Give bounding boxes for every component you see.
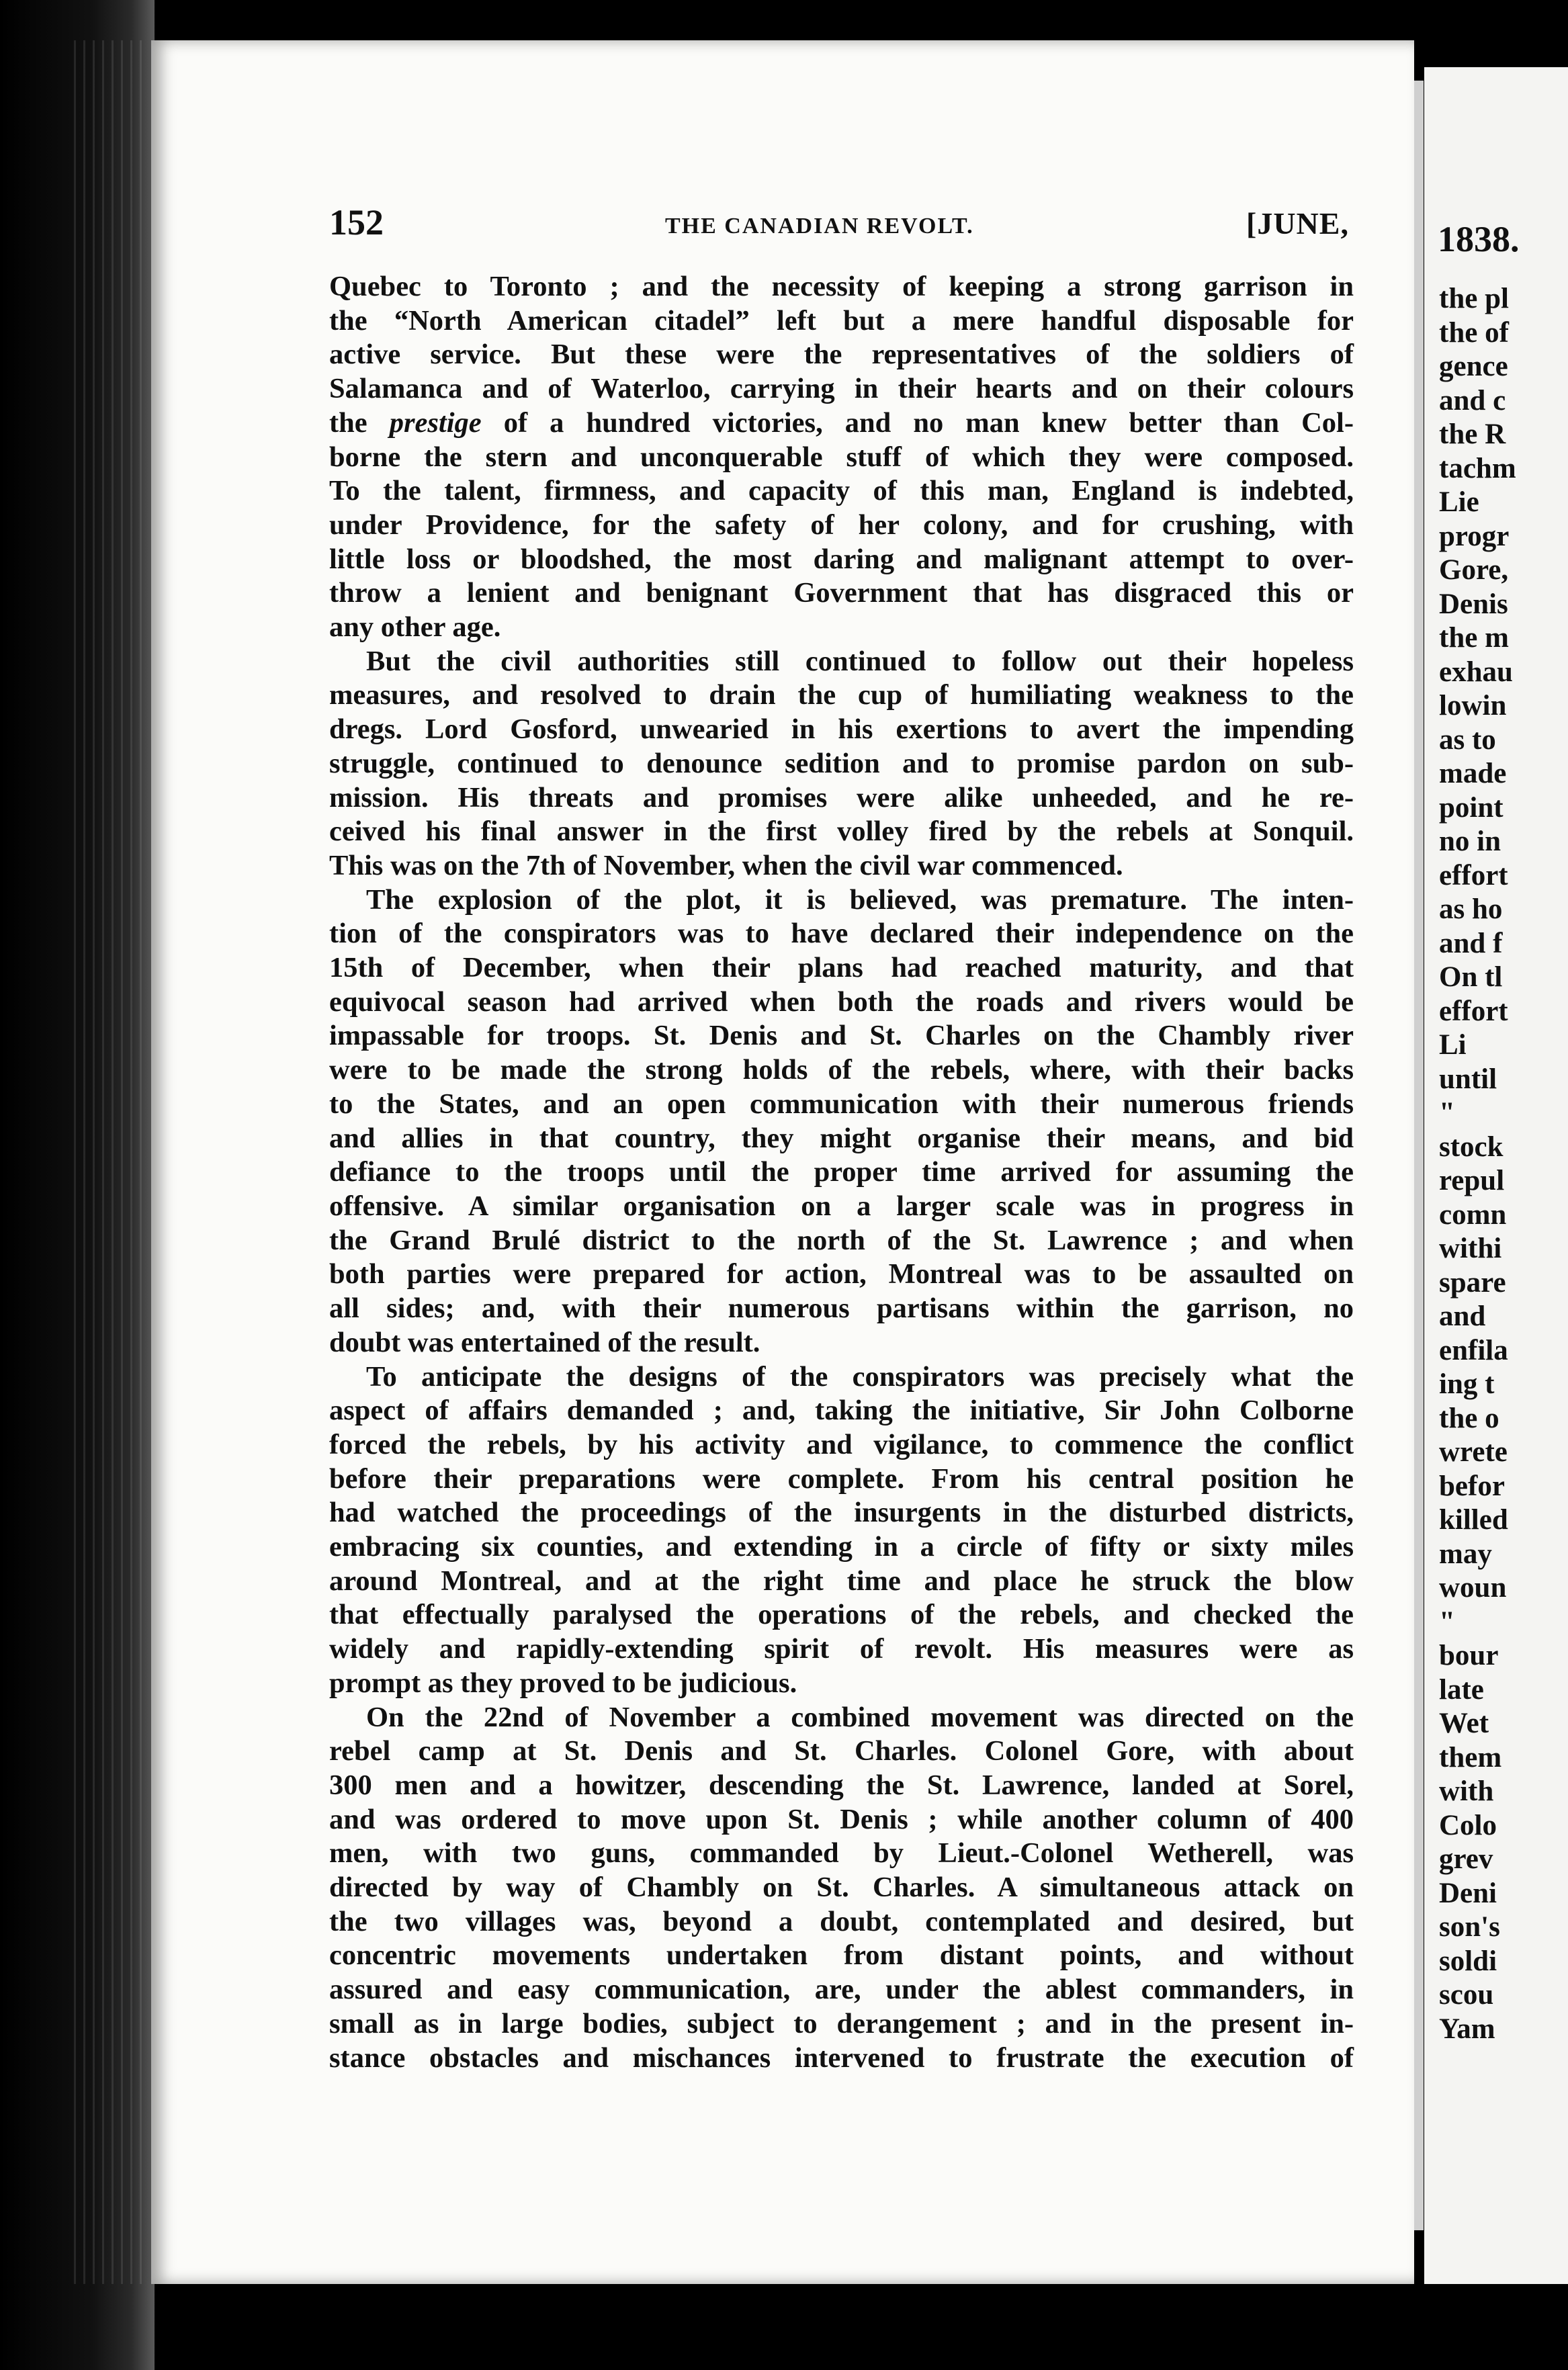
text-line: ceived his final answer in the first volley fired by the rebels at Sonquil. xyxy=(329,816,1354,848)
facing-line: lowin xyxy=(1439,690,1507,721)
facing-line: comn xyxy=(1439,1198,1507,1231)
text-line: offensive. A similar organisation on a larger scale was in progress in xyxy=(329,1190,1354,1222)
facing-line: exhau xyxy=(1439,656,1513,688)
facing-line: Gore, xyxy=(1439,554,1509,586)
text-line: the two villages was, beyond a doubt, contemplated and desired, but xyxy=(329,1905,1354,1937)
facing-line: Colo xyxy=(1439,1809,1497,1841)
text-line: rebel camp at St. Denis and St. Charles. Colonel Gore, with about xyxy=(329,1735,1354,1767)
text-line: under Providence, for the safety of her colony, and for crushing, with xyxy=(329,509,1354,541)
text-line: throw a lenient and benignant Government that has disgraced this or xyxy=(329,577,1354,609)
facing-line: bour xyxy=(1439,1640,1499,1671)
text-line: struggle, continued to denounce sedition and to promise pardon on sub- xyxy=(329,747,1354,779)
text-line: mission. His threats and promises were alike unheeded, and he re- xyxy=(329,781,1354,814)
text-line: This was on the 7th of November, when the civil war commenced. xyxy=(329,849,1123,881)
facing-line: killed xyxy=(1439,1504,1508,1536)
facing-line: soldi xyxy=(1439,1945,1497,1977)
facing-line: progr xyxy=(1439,520,1510,552)
facing-line: made xyxy=(1439,758,1507,789)
text-line: both parties were prepared for action, Montreal was to be assaulted on xyxy=(329,1258,1354,1290)
text-line: any other age. xyxy=(329,611,501,644)
page-gutter xyxy=(1414,81,1424,2230)
facing-line: withi xyxy=(1439,1233,1502,1264)
binding-edge xyxy=(74,40,148,2284)
facing-line: " xyxy=(1439,1606,1455,1638)
text-line: tion of the conspirators was to have declared their independence on the xyxy=(329,918,1354,950)
facing-line: the pl xyxy=(1439,283,1509,314)
text-line: the prestige of a hundred victories, and no man knew better than Col- xyxy=(329,406,1354,439)
facing-line: befor xyxy=(1439,1470,1505,1502)
text-line: 15th of December, when their plans had reached maturity, and that xyxy=(329,952,1354,984)
facing-line: Li xyxy=(1439,1029,1467,1061)
facing-line: effort xyxy=(1439,859,1508,891)
text-line: 300 men and a howitzer, descending the St. Lawrence, landed at Sorel, xyxy=(329,1769,1354,1801)
text-line: doubt was entertained of the result. xyxy=(329,1326,760,1358)
body-text xyxy=(329,270,1354,2075)
text-line: small as in large bodies, subject to derangement ; and in the present in- xyxy=(329,2007,1354,2039)
book-binding xyxy=(0,0,155,2370)
facing-line: the of xyxy=(1439,316,1509,349)
facing-line: and xyxy=(1439,1301,1486,1332)
facing-line: On tl xyxy=(1439,961,1503,993)
text-line: to the States, and an open communication with their numerous friends xyxy=(329,1088,1354,1120)
facing-line: effort xyxy=(1439,995,1508,1027)
text-line: that effectually paralysed the operations of the rebels, and checked the xyxy=(329,1599,1354,1631)
facing-line: tachm xyxy=(1439,452,1516,484)
text-line: were to be made the strong holds of the rebels, where, with their backs xyxy=(329,1054,1354,1086)
facing-page-year: 1838. xyxy=(1438,219,1520,259)
text-line: impassable for troops. St. Denis and St. Charles on the Chambly river xyxy=(329,1020,1354,1052)
text-line: concentric movements undertaken from distant points, and without xyxy=(329,1939,1354,1972)
facing-page-text xyxy=(1439,282,1516,2046)
text-line: borne the stern and unconquerable stuff of which they were composed. xyxy=(329,441,1354,473)
facing-line: enfila xyxy=(1439,1334,1508,1366)
text-line: embracing six counties, and extending in a circle of fifty or sixty miles xyxy=(329,1531,1354,1563)
text-line: forced the rebels, by his activity and vigilance, to commence the conflict xyxy=(329,1428,1354,1460)
facing-line: may xyxy=(1439,1538,1492,1570)
text-line: Quebec to Toronto ; and the necessity of keeping a strong garrison in xyxy=(329,271,1354,302)
text-line: equivocal season had arrived when both the roads and rivers would be xyxy=(329,985,1354,1018)
text-line: around Montreal, and at the right time and place he struck the blow xyxy=(329,1565,1354,1597)
facing-line: spare xyxy=(1439,1266,1506,1299)
facing-line: as to xyxy=(1439,723,1496,756)
text-line: the “North American citadel” left but a mere handful disposable for xyxy=(329,304,1354,337)
facing-line: " xyxy=(1439,1097,1455,1129)
text-line: defiance to the troops until the proper time arrived for assuming the xyxy=(329,1156,1354,1188)
facing-line: Deni xyxy=(1439,1877,1497,1909)
facing-line: scou xyxy=(1439,1979,1494,2011)
facing-line: the o xyxy=(1439,1402,1499,1434)
text-line: To the talent, firmness, and capacity of this man, England is indebted, xyxy=(329,475,1354,507)
facing-line: and f xyxy=(1439,927,1503,959)
text-line: measures, and resolved to drain the cup of humiliating weakness to the xyxy=(329,679,1354,711)
facing-line: late xyxy=(1439,1673,1484,1706)
text-line: men, with two guns, commanded by Lieut.-Colonel Wetherell, was xyxy=(329,1837,1354,1870)
text-line: assured and easy communication, are, under the ablest commanders, in xyxy=(329,1974,1354,2006)
facing-line: Lie xyxy=(1439,486,1479,518)
page-date: [JUNE, xyxy=(1246,206,1349,240)
text-line: On the 22nd of November a combined movement was directed on the xyxy=(366,1701,1354,1733)
text-line: had watched the proceedings of the insurgents in the disturbed districts, xyxy=(329,1497,1354,1529)
facing-line: wrete xyxy=(1439,1436,1508,1468)
facing-line: ing t xyxy=(1439,1368,1495,1400)
facing-line: point xyxy=(1439,791,1504,824)
page-title: THE CANADIAN REVOLT. xyxy=(665,214,974,238)
facing-line: until xyxy=(1439,1063,1497,1095)
facing-line: them xyxy=(1439,1741,1502,1773)
text-line: dregs. Lord Gosford, unwearied in his exertions to avert the impending xyxy=(329,713,1354,746)
text-line: directed by way of Chambly on St. Charles. A simultaneous attack on xyxy=(329,1872,1354,1904)
text-line: the Grand Brulé district to the north of the St. Lawrence ; and when xyxy=(329,1224,1354,1256)
text-line: and was ordered to move upon St. Denis ; while another column of 400 xyxy=(329,1803,1354,1835)
text-line: little loss or bloodshed, the most daring and malignant attempt to over- xyxy=(329,543,1354,575)
text-line: all sides; and, with their numerous partisans within the garrison, no xyxy=(329,1292,1354,1325)
text-line: To anticipate the designs of the conspirators was precisely what the xyxy=(366,1360,1354,1393)
text-line: But the civil authorities still continued to follow out their hopeless xyxy=(366,645,1354,677)
page-number: 152 xyxy=(329,202,384,243)
text-line: widely and rapidly-extending spirit of revolt. His measures were as xyxy=(329,1633,1354,1665)
text-line: before their preparations were complete. From his central position he xyxy=(329,1462,1354,1495)
facing-line: gence xyxy=(1439,351,1508,382)
text-line: The explosion of the plot, it is believed, was premature. The inten- xyxy=(366,883,1354,916)
text-line: active service. But these were the representatives of the soldiers of xyxy=(329,339,1354,371)
facing-page xyxy=(1424,67,1568,2284)
text-line: stance obstacles and mischances intervened to frustrate the execution of xyxy=(329,2042,1354,2074)
facing-line: the m xyxy=(1439,622,1509,654)
text-line: aspect of affairs demanded ; and, taking the initiative, Sir John Colborne xyxy=(329,1395,1354,1427)
text-line: and allies in that country, they might organise their means, and bid xyxy=(329,1122,1354,1154)
facing-line: Wet xyxy=(1439,1708,1489,1739)
facing-line: and c xyxy=(1439,384,1506,416)
facing-line: woun xyxy=(1439,1572,1507,1604)
running-head xyxy=(329,202,1377,249)
facing-line: grev xyxy=(1439,1843,1493,1875)
facing-line: as ho xyxy=(1439,893,1503,925)
text-line: Salamanca and of Waterloo, carrying in their hearts and on their colours xyxy=(329,373,1354,405)
facing-line: son's xyxy=(1439,1911,1500,1943)
facing-line: Denis xyxy=(1439,588,1508,620)
facing-line: the R xyxy=(1439,419,1506,450)
text-line: prompt as they proved to be judicious. xyxy=(329,1667,797,1699)
facing-line: no in xyxy=(1439,826,1501,857)
facing-line: stock xyxy=(1439,1131,1504,1163)
facing-line: with xyxy=(1439,1775,1494,1807)
facing-line: Yam xyxy=(1439,2013,1495,2045)
facing-line: repul xyxy=(1439,1165,1505,1196)
